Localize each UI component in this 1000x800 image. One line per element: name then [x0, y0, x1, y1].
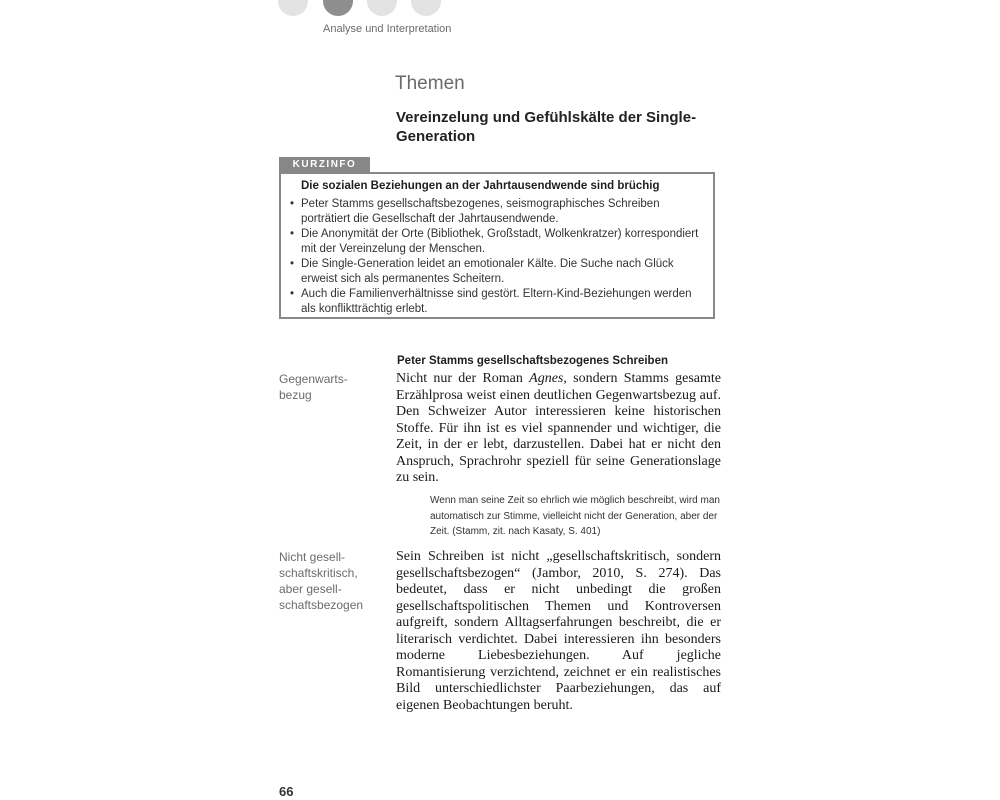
kurzinfo-item: • Peter Stamms gesellschaftsbezogenes, seismographisches Schreiben porträtiert die Gesellschaft der Jahrtausendwende.	[289, 197, 703, 227]
margin-note-gegenwartsbezug: Gegenwarts-bezug	[279, 372, 348, 402]
chapter-dot-4	[411, 0, 441, 16]
paragraph-1-rest: , sondern Stamms gesamte Erzählprosa weist einen deutlichen Gegenwartsbezug auf. Den Schweizer Autor interessieren keine historischen Stoffe. Für ihn ist es viel spannender und wichtiger, die Zeit, in der er lebt, darzustellen. Dabei hat er nicht den Anspruch, Sprachrohr speziell für seine Generationslage zu sein.	[396, 371, 721, 485]
paragraph-1-start: Nicht nur der Roman	[396, 371, 530, 386]
kurzinfo-item: • Auch die Familienverhältnisse sind gestört. Eltern-Kind-Beziehungen werden als konfliktträchtig erlebt.	[289, 287, 703, 317]
body-paragraph-1	[396, 371, 721, 487]
chapter-dot-1	[278, 0, 308, 16]
kurzinfo-list	[289, 197, 703, 317]
kurzinfo-item: • Die Anonymität der Orte (Bibliothek, Großstadt, Wolkenkratzer) korrespondiert mit der Vereinzelung der Menschen.	[289, 227, 703, 257]
kurzinfo-item: • Die Single-Generation leidet an emotionaler Kälte. Die Suche nach Glück erweist sich als permanentes Scheitern.	[289, 257, 703, 287]
section-subtitle: Vereinzelung und Gefühlskälte der Single-Generation	[396, 109, 697, 145]
running-header: Analyse und Interpretation	[323, 23, 452, 35]
page-number: 66	[279, 784, 294, 799]
novel-title-agnes: Agnes	[529, 371, 564, 386]
block-quote: Wenn man seine Zeit so ehrlich wie möglich beschreibt, wird man automatisch zur Stimme, vielleicht nicht der Generation, aber der Zeit. (Stamm, zit. nach Kasaty, S. 401)	[430, 495, 720, 537]
kurzinfo-box	[279, 172, 715, 319]
margin-note-gesellschaftsbezogen: Nicht gesell-schaftskritisch, aber gesell-schaftsbezogen	[279, 550, 364, 612]
section-title: Themen	[395, 73, 465, 94]
kurzinfo-tab: KURZINFO	[279, 157, 370, 172]
paragraph-heading: Peter Stamms gesellschaftsbezogenes Schreiben	[397, 355, 668, 367]
kurzinfo-heading: Die sozialen Beziehungen an der Jahrtausendwende sind brüchig	[301, 180, 660, 192]
chapter-dot-3	[367, 0, 397, 16]
chapter-dot-2-active	[323, 0, 353, 16]
body-paragraph-2: Sein Schreiben ist nicht „gesellschaftskritisch, sondern gesellschaftsbezogen“ (Jambor, 2010, S. 274). Das bedeutet, dass er nicht unbedingt die großen gesellschaftspolitischen Themen und Kontroversen aufgreift, sondern Alltagserfahrungen beschreibt, die er literarisch verdichtet. Dabei interessieren ihn besonders moderne Liebesbeziehungen. Auf jegliche Romantisierung verzichtend, zeichnet er ein realistisches Bild unterschiedlichster Paarbeziehungen, das auf eigenen Beobachtungen beruht.	[396, 549, 721, 713]
